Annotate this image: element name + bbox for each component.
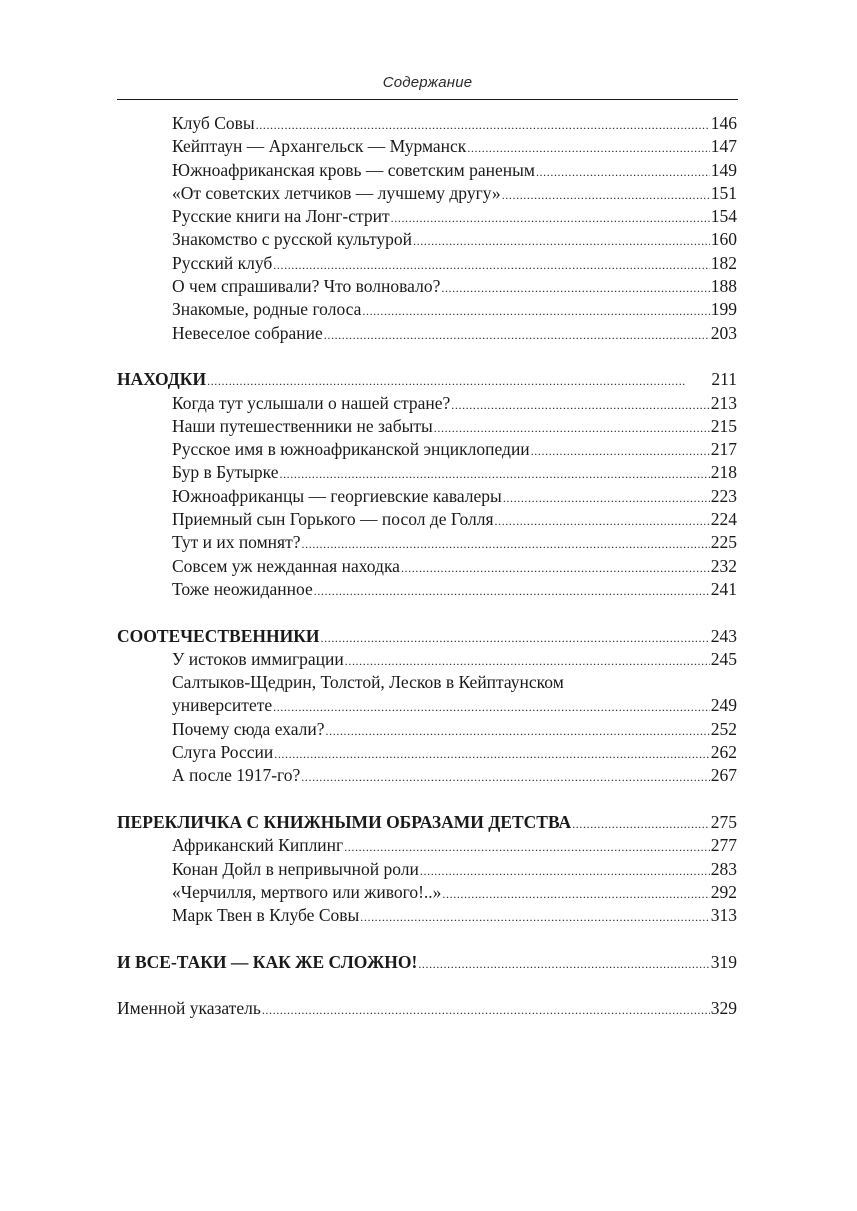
toc-entry-page: 277 bbox=[710, 835, 737, 856]
toc-entry-title: Тоже неожиданное bbox=[172, 578, 313, 599]
dot-leader bbox=[441, 277, 709, 300]
dot-leader bbox=[420, 860, 710, 883]
toc-entry-page: 217 bbox=[710, 439, 737, 460]
toc-entry bbox=[117, 135, 737, 158]
dot-leader bbox=[256, 114, 710, 137]
toc-section bbox=[117, 951, 737, 974]
dot-leader bbox=[273, 696, 710, 719]
toc-entry bbox=[117, 438, 737, 461]
dot-leader bbox=[536, 161, 710, 184]
toc-index-page: 329 bbox=[710, 998, 737, 1019]
toc-entry bbox=[117, 904, 737, 927]
toc-section bbox=[117, 625, 737, 648]
toc-section-page: 319 bbox=[710, 951, 737, 972]
toc-entry-title: Южноафриканцы — георгиевские кавалеры bbox=[172, 485, 502, 506]
dot-leader bbox=[362, 300, 709, 323]
toc-entry-page: 283 bbox=[710, 858, 737, 879]
toc-entry bbox=[117, 228, 737, 251]
header-rule bbox=[117, 99, 738, 100]
dot-leader bbox=[531, 440, 710, 463]
toc-entry-page: 182 bbox=[710, 252, 737, 273]
toc-section bbox=[117, 368, 737, 391]
toc-entry-page: 232 bbox=[710, 555, 737, 576]
dot-leader bbox=[321, 627, 710, 650]
toc-entry-title: Невеселое собрание bbox=[172, 322, 323, 343]
toc-entry-title: «Черчилля, мертвого или живого!..» bbox=[172, 881, 442, 902]
toc-entry-title-line1: Салтыков-Щедрин, Толстой, Лесков в Кейптаунском bbox=[172, 672, 564, 693]
toc-entry-title: Приемный сын Горького — посол де Голля bbox=[172, 509, 494, 530]
toc-entry-page: 252 bbox=[710, 718, 737, 739]
toc-entry bbox=[117, 415, 737, 438]
toc-entry-page: 225 bbox=[710, 532, 737, 553]
toc-entry-page: 215 bbox=[710, 415, 737, 436]
dot-leader bbox=[572, 813, 710, 836]
toc-entry-title: Слуга России bbox=[172, 742, 274, 763]
dot-leader bbox=[326, 720, 710, 743]
toc-entry-title: Когда тут услышали о нашей стране? bbox=[172, 392, 451, 413]
toc-entry-title-line2: университете bbox=[172, 695, 273, 716]
toc-entry bbox=[117, 298, 737, 321]
toc-entry bbox=[117, 741, 737, 764]
toc-entry-title: Знакомые, родные голоса bbox=[172, 299, 362, 320]
toc-entry-title: Тут и их помнят? bbox=[172, 532, 301, 553]
toc-entry-page: 151 bbox=[710, 182, 737, 203]
toc-entry-title: Русское имя в южноафриканской энциклопедии bbox=[172, 439, 530, 460]
toc-entry-page: 160 bbox=[710, 229, 737, 250]
toc-index-title: Именной указатель bbox=[117, 998, 261, 1019]
dot-leader bbox=[360, 906, 709, 929]
toc-entry-title: Клуб Совы bbox=[172, 113, 255, 133]
dot-leader bbox=[401, 557, 710, 580]
toc-entry bbox=[117, 322, 737, 345]
toc-section-page: 243 bbox=[710, 625, 737, 646]
dot-leader bbox=[302, 533, 710, 556]
dot-leader bbox=[279, 463, 709, 486]
toc-entry bbox=[117, 252, 737, 275]
toc-entry-title: Русские книги на Лонг-стрит bbox=[172, 206, 390, 227]
toc-entry-page: 313 bbox=[710, 905, 737, 926]
toc-entry-page: 262 bbox=[710, 742, 737, 763]
toc-entry bbox=[117, 159, 737, 182]
dot-leader bbox=[503, 487, 710, 510]
toc-entry bbox=[117, 205, 737, 228]
table-of-contents bbox=[117, 112, 737, 1021]
toc-entry-page: 224 bbox=[710, 509, 737, 530]
toc-entry bbox=[117, 578, 737, 601]
dot-leader bbox=[442, 883, 709, 906]
dot-leader bbox=[344, 836, 710, 859]
toc-entry bbox=[117, 764, 737, 787]
toc-entry-title: Конан Дойл в непривычной роли bbox=[172, 858, 419, 879]
dot-leader bbox=[467, 137, 709, 160]
toc-entry bbox=[117, 392, 737, 415]
toc-entry bbox=[117, 718, 737, 741]
toc-entry-page: 199 bbox=[710, 299, 737, 320]
dot-leader bbox=[413, 230, 710, 253]
toc-entry bbox=[117, 834, 737, 857]
toc-entry-title: «От советских летчиков — лучшему другу» bbox=[172, 182, 501, 203]
toc-entry bbox=[117, 858, 737, 881]
toc-entry-title: Русский клуб bbox=[172, 252, 273, 273]
dot-leader bbox=[391, 207, 710, 230]
toc-entry bbox=[117, 555, 737, 578]
toc-section-page: 275 bbox=[710, 811, 737, 832]
toc-entry-page: 267 bbox=[710, 765, 737, 786]
dot-leader bbox=[274, 743, 710, 766]
toc-entry-page: 249 bbox=[710, 695, 737, 716]
dot-leader bbox=[262, 999, 710, 1022]
dot-leader bbox=[502, 184, 710, 207]
toc-entry bbox=[117, 112, 737, 135]
toc-entry-title: Африканский Киплинг bbox=[172, 835, 344, 856]
running-head-title: Содержание bbox=[382, 74, 473, 91]
toc-entry-title: Бур в Бутырке bbox=[172, 462, 279, 483]
dot-leader bbox=[324, 324, 710, 347]
toc-entry-title: О чем спрашивали? Что волновало? bbox=[172, 276, 441, 297]
dot-leader bbox=[495, 510, 710, 533]
dot-leader bbox=[418, 953, 709, 976]
toc-entry-page: 154 bbox=[710, 206, 737, 227]
toc-entry-title: Знакомство с русской культурой bbox=[172, 229, 413, 250]
toc-entry bbox=[117, 508, 737, 531]
toc-section-page: 211 bbox=[711, 369, 737, 390]
toc-entry-page: 223 bbox=[710, 485, 737, 506]
toc-entry-title: Кейптаун — Архангельск — Мурманск bbox=[172, 136, 467, 157]
toc-entry-page: 218 bbox=[710, 462, 737, 483]
toc-section-title: СООТЕЧЕСТВЕННИКИ bbox=[117, 625, 320, 646]
toc-section-title: И ВСЕ-ТАКИ — КАК ЖЕ СЛОЖНО! bbox=[117, 951, 418, 972]
toc-entry bbox=[117, 275, 737, 298]
dot-leader bbox=[451, 394, 709, 417]
toc-entry bbox=[117, 881, 737, 904]
toc-entry bbox=[117, 182, 737, 205]
dot-leader bbox=[345, 650, 710, 673]
toc-entry-page: 245 bbox=[710, 648, 737, 669]
toc-entry bbox=[117, 531, 737, 554]
toc-entry-title: Марк Твен в Клубе Совы bbox=[172, 905, 360, 926]
toc-entry-page: 147 bbox=[710, 136, 737, 157]
toc-entry-title: У истоков иммиграции bbox=[172, 648, 344, 669]
toc-entry-page: 149 bbox=[710, 159, 737, 180]
toc-entry-page: 213 bbox=[710, 392, 737, 413]
dot-leader bbox=[314, 580, 710, 603]
toc-entry-page: 203 bbox=[710, 322, 737, 343]
toc-entry bbox=[117, 485, 737, 508]
toc-index-entry bbox=[117, 997, 737, 1020]
toc-entry bbox=[117, 694, 737, 717]
toc-entry-page: 146 bbox=[710, 113, 737, 133]
toc-section-title: НАХОДКИ bbox=[117, 369, 207, 390]
toc-section-title: ПЕРЕКЛИЧКА С КНИЖНЫМИ ОБРАЗАМИ ДЕТСТВА bbox=[117, 811, 572, 832]
dot-leader bbox=[207, 370, 710, 393]
toc-entry-page: 188 bbox=[710, 276, 737, 297]
dot-leader bbox=[434, 417, 710, 440]
toc-entry-page: 241 bbox=[710, 578, 737, 599]
toc-entry bbox=[117, 461, 737, 484]
toc-entry-page: 292 bbox=[710, 881, 737, 902]
toc-entry-title: А после 1917-го? bbox=[172, 765, 301, 786]
toc-entry-title: Наши путешественники не забыты bbox=[172, 415, 433, 436]
toc-section bbox=[117, 811, 737, 834]
toc-entry-title: Южноафриканская кровь — советским раненым bbox=[172, 159, 535, 180]
toc-entry bbox=[117, 648, 737, 671]
dot-leader bbox=[301, 766, 709, 789]
toc-entry-title: Совсем уж нежданная находка bbox=[172, 555, 400, 576]
toc-entry-title: Почему сюда ехали? bbox=[172, 718, 325, 739]
dot-leader bbox=[273, 254, 709, 277]
